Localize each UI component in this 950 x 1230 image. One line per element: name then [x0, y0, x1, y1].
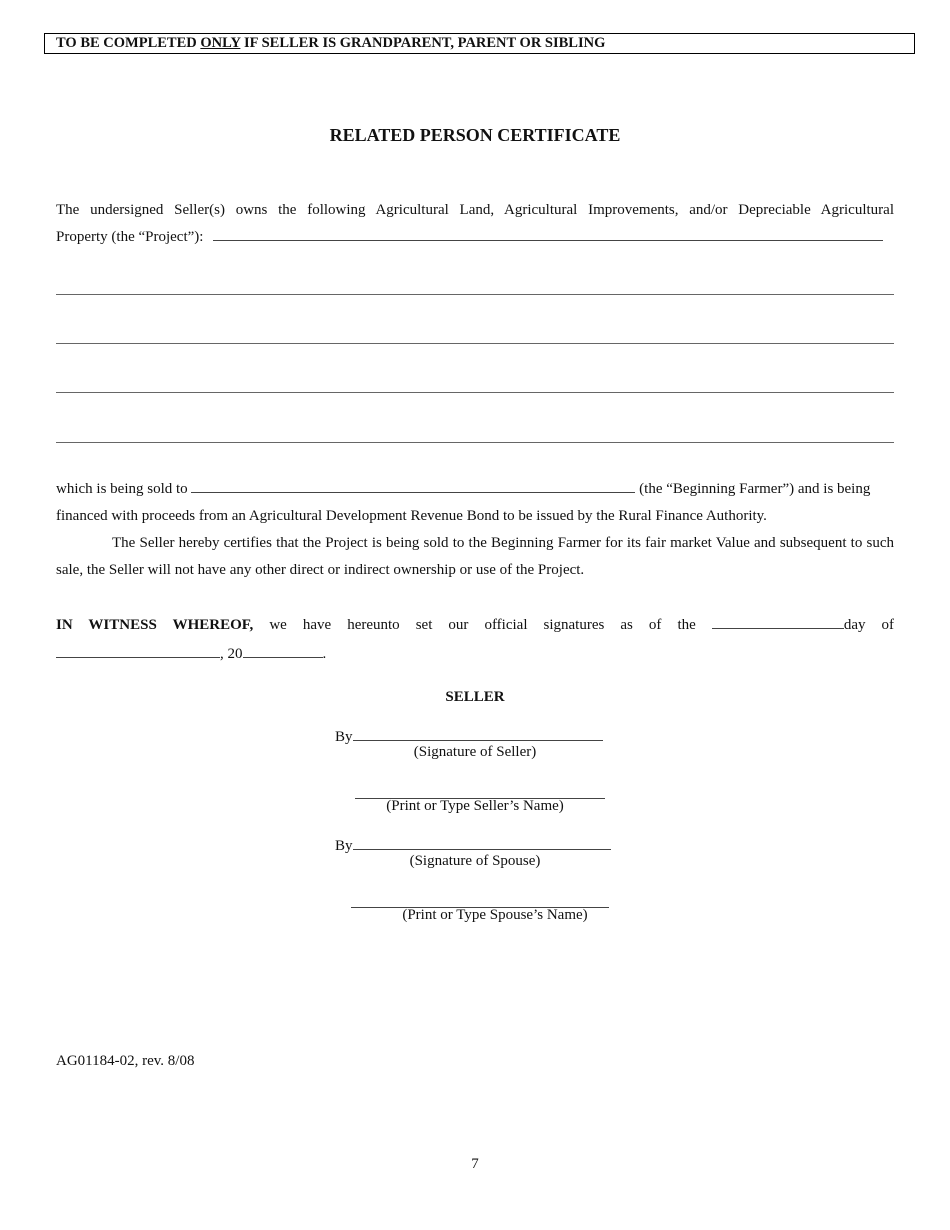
spouse-signature-field[interactable]: [353, 835, 611, 850]
seller-by-label: By: [335, 729, 353, 745]
form-code: AG01184-02, rev. 8/08: [56, 1053, 195, 1069]
spouse-name-caption: (Print or Type Spouse’s Name): [402, 907, 588, 923]
seller-signature-line: [335, 726, 603, 746]
intro-line-1: The undersigned Seller(s) owns the following Agricultural Land, Agricultural Improvements, and/or Depreciable Agricultural: [56, 202, 894, 218]
banner-prefix: TO BE COMPLETED: [56, 35, 201, 51]
witness-line-1: [56, 612, 894, 639]
beginning-farmer-name-field[interactable]: [191, 478, 635, 493]
seller-heading: SELLER: [445, 689, 505, 705]
project-description-line-2[interactable]: [56, 343, 894, 344]
month-field[interactable]: [56, 643, 220, 658]
certification-paragraph: The Seller hereby certifies that the Project is being sold to the Beginning Farmer for its fair market Value and subsequent to such sale, the Seller will not have any other direct or indirect ownership or use of the Project.: [56, 535, 894, 578]
spouse-signature-line: [335, 835, 611, 855]
project-description-line-1[interactable]: [56, 294, 894, 295]
project-description-field[interactable]: [213, 226, 883, 241]
day-label: day of: [843, 617, 895, 633]
witness-line-2: [56, 641, 894, 668]
seller-signature-field[interactable]: [353, 726, 603, 741]
banner-suffix: IF SELLER IS GRANDPARENT, PARENT OR SIBLING: [240, 35, 606, 51]
document-title: RELATED PERSON CERTIFICATE: [329, 125, 621, 145]
spouse-signature-caption: (Signature of Spouse): [409, 853, 541, 869]
project-description-line-4[interactable]: [56, 442, 894, 443]
seller-name-caption: (Print or Type Seller’s Name): [386, 798, 564, 814]
seller-signature-caption: (Signature of Seller): [413, 744, 537, 760]
page-number: 7: [471, 1156, 479, 1172]
witness-period: .: [322, 646, 327, 662]
sale-suffix: (the “Beginning Farmer”) and is being: [639, 481, 871, 497]
intro-line-2: [56, 224, 894, 251]
project-label: Property (the “Project”):: [56, 229, 204, 245]
project-description-line-3[interactable]: [56, 392, 894, 393]
completion-notice-banner: [44, 33, 915, 54]
spouse-by-label: By: [335, 838, 353, 854]
sale-line-1: [56, 476, 894, 503]
banner-emphasis: ONLY: [200, 35, 241, 51]
year-prefix: , 20: [220, 646, 243, 662]
day-field[interactable]: [712, 614, 844, 629]
witness-text: we have hereunto set our official signatures as of the: [269, 617, 696, 633]
witness-heading: IN WITNESS WHEREOF,: [56, 617, 254, 633]
sale-prefix: which is being sold to: [56, 481, 188, 497]
sale-line-2: financed with proceeds from an Agricultural Development Revenue Bond to be issued by the Rural Finance Authority.: [56, 508, 767, 524]
year-field[interactable]: [243, 643, 323, 658]
